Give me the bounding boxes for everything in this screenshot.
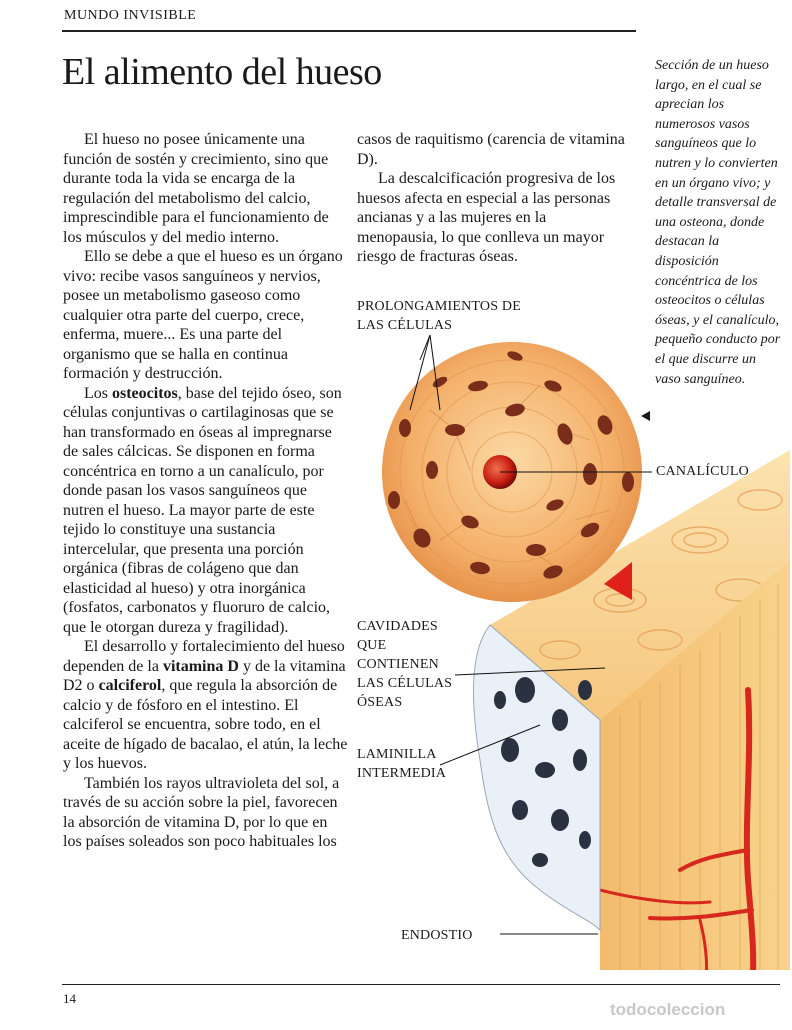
text-column-left xyxy=(63,130,349,852)
paragraph: La descalcificación progresiva de los huesos afecta en especial a las personas ancianas y a las mujeres en la menopausia, lo que conlleva un mayor riesgo de fracturas óseas. xyxy=(357,170,616,265)
paragraph: Los osteocitos, base del tejido óseo, son células conjuntivas o cartilaginosas que se han transformado en óseas al impregnarse de sales cálcicas. Se disponen en forma concéntrica en torno a un canalículo, por donde pasan los vasos sanguíneos que nutren el hueso. La mayor parte de este tejido lo constituye una sustancia intercelular, que presenta una porción orgánica (fibras de colágeno que dan elasticidad al hueso) y otra inorgánica (fosfatos, carbonatos y fluoruro de calcio, que le otorgan dureza y fragilidad). xyxy=(63,384,342,636)
paragraph: El desarrollo y fortalecimiento del hueso dependen de la vitamina D y de la vitamina D2 o calciferol, que regula la absorción de calcio y de fósforo en el intestino. El calciferol se encuentra, sobre todo, en el aceite de hígado de bacalao, el atún, la leche y los huevos. xyxy=(63,638,348,772)
term-calciferol: calciferol xyxy=(98,677,162,694)
paragraph: Ello se debe a que el hueso es un órgano vivo: recibe vasos sanguíneos y nervios, posee un metabolismo gaseoso como cualquier otra parte del cuerpo, crece, enferma, muere... Es una parte del organismo que se halla en continua formación y destrucción. xyxy=(63,248,343,382)
label-cavidades: CAVIDADES QUE CONTIENEN LAS CÉLULAS ÓSEAS xyxy=(357,619,453,710)
label-endostio: ENDOSTIO xyxy=(401,928,473,943)
paragraph: También los rayos ultravioleta del sol, a través de su acción sobre la piel, favorecen la absorción de vitamina D, por lo que en los países soleados son poco habituales los xyxy=(63,774,340,850)
term-vitamina-d: vitamina D xyxy=(162,657,239,675)
label-prolongamientos: PROLONGAMIENTOS DE LAS CÉLULAS xyxy=(357,299,521,333)
watermark: todocoleccion xyxy=(610,1000,726,1019)
label-laminilla: LAMINILLA INTERMEDIA xyxy=(357,747,447,781)
label-canaliculo: CANALÍCULO xyxy=(656,464,749,479)
section-label: MUNDO INVISIBLE xyxy=(64,8,197,23)
figure-caption: Sección de un hueso largo, en el cual se aprecian los numerosos vasos sanguíneos que lo nutren y lo convierten en un órgano vivo; y detalle transversal de una osteona, donde destacan la disposición concéntrica de los osteocitos o células óseas, y el canalículo, pequeño conducto por el que discurre un vaso sanguíneo. xyxy=(655,58,781,387)
paragraph: El hueso no posee únicamente una función de sostén y crecimiento, sino que durante toda la vida se encarga de la regulación del metabolismo del calcio, imprescindible para el funcionamiento de los músculos y del medio interno. xyxy=(63,131,329,246)
page-title: El alimento del hueso xyxy=(62,51,382,93)
text-column-right xyxy=(357,130,627,267)
footer-rule xyxy=(62,984,780,985)
paragraph-continuation: casos de raquitismo (carencia de vitamina D). xyxy=(357,131,625,168)
header-rule xyxy=(62,30,636,32)
page-number: 14 xyxy=(63,991,76,1006)
term-osteocitos: osteocitos xyxy=(112,384,178,402)
